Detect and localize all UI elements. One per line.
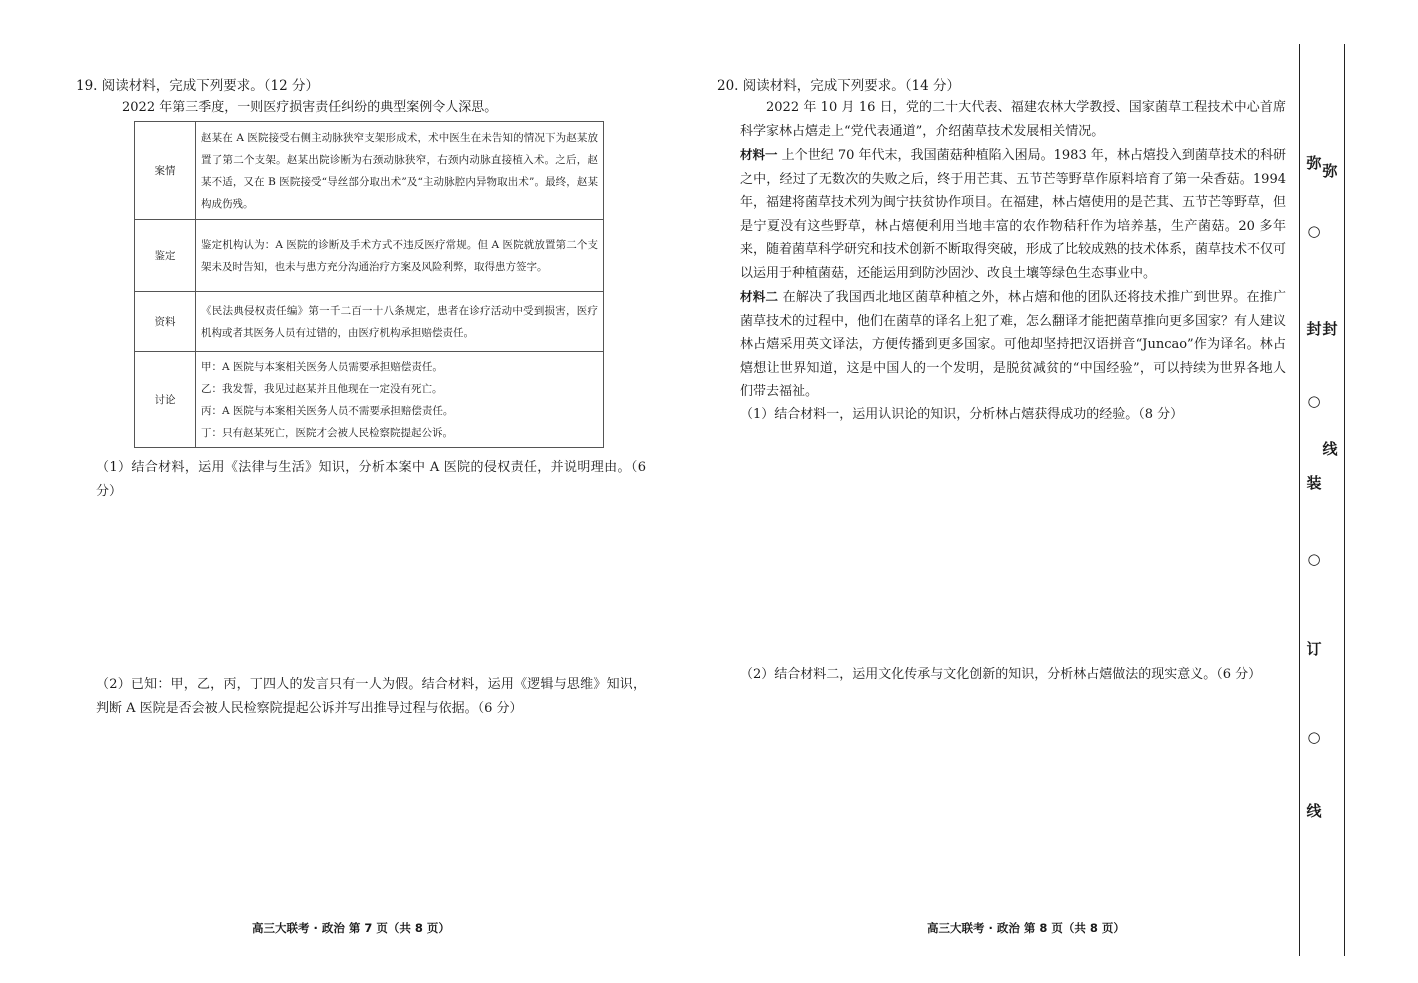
- binding-char: 弥: [1322, 162, 1338, 180]
- table-row: [135, 122, 604, 220]
- row-text: 鉴定机构认为：A 医院的诊断及手术方式不违反医疗常规。但 A 医院就放置第二个支架未及时告知，也未与患方充分沟通治疗方案及风险利弊，取得患方签字。: [196, 220, 604, 292]
- q19-sub1: （1）结合材料，运用《法律与生活》知识，分析本案中 A 医院的侵权责任，并说明理由。（6 分）: [96, 460, 646, 499]
- q19-title: 19. 阅读材料，完成下列要求。（12 分）: [76, 78, 319, 94]
- table-row: [135, 352, 604, 448]
- discussion-line: 丁：只有赵某死亡，医院才会被人民检察院提起公诉。: [201, 426, 453, 439]
- row-text: [196, 352, 604, 448]
- discussion-line: 甲：A 医院与本案相关医务人员需要承担赔偿责任。: [201, 360, 443, 373]
- q20-intro: 2022 年 10 月 16 日，党的二十大代表、福建农林大学教授、国家菌草工程技术中心首席科学家林占熺走上“党代表通道”，介绍菌草技术发展相关情况。: [740, 100, 1286, 139]
- material-1-label: 材料一: [740, 147, 778, 162]
- footer-left: 高三大联考 · 政治 第 7 页（共 8 页）: [252, 921, 450, 935]
- binding-char: 装: [1306, 474, 1322, 492]
- q19-intro: 2022 年第三季度，一则医疗损害责任纠纷的典型案例令人深思。: [122, 100, 498, 115]
- row-label: 案情: [135, 122, 196, 220]
- binding-char: 线: [1322, 440, 1338, 458]
- q20-title: 20. 阅读材料，完成下列要求。（14 分）: [717, 78, 960, 94]
- footer-right: 高三大联考 · 政治 第 8 页（共 8 页）: [927, 921, 1125, 935]
- table-row: [135, 220, 604, 292]
- material-1-text: 上个世纪 70 年代末，我国菌菇种植陷入困局。1983 年，林占熺投入到菌草技术的科研之中，经过了无数次的失败之后，终于用芒萁、五节芒等野草作原料培育了第一朵香菇。1994 年，福建将菌草技术列为闽宁扶贫协作项目。在福建，林占熺使用的是芒萁、五节芒等野草，但是宁夏没有这些野草，林占熺便利用当地丰富的农作物秸秆作为培养基，生产菌菇。20 多年来，随着菌草科学研究和技术创新不断取得突破，形成了比较成熟的技术体系，菌草技术不仅可以运用于种植菌菇，还能运用到防沙固沙、改良土壤等绿色生态事业中。: [740, 148, 1287, 281]
- binding-char: ○: [1307, 392, 1321, 410]
- discussion-line: 乙：我发誓，我见过赵某并且他现在一定没有死亡。: [201, 382, 443, 395]
- discussion-line: 丙：A 医院与本案相关医务人员不需要承担赔偿责任。: [201, 404, 454, 417]
- row-label: 资料: [135, 292, 196, 352]
- material-2-label: 材料二: [740, 289, 779, 304]
- binding-char: 弥: [1306, 154, 1322, 172]
- q20-sub2: （2）结合材料二，运用文化传承与文化创新的知识，分析林占熺做法的现实意义。（6 分）: [740, 667, 1262, 682]
- binding-char: 封: [1306, 320, 1322, 338]
- table-row: [135, 292, 604, 352]
- binding-char: 订: [1306, 640, 1322, 658]
- binding-char: ○: [1307, 222, 1321, 240]
- q20-sub1: （1）结合材料一，运用认识论的知识，分析林占熺获得成功的经验。（8 分）: [740, 407, 1184, 422]
- row-label: 鉴定: [135, 220, 196, 292]
- q20-material-2: [740, 285, 1286, 404]
- row-label: 讨论: [135, 352, 196, 448]
- q19-case-table: [134, 121, 604, 448]
- binding-char: ○: [1307, 728, 1321, 746]
- binding-char: 封: [1322, 320, 1338, 338]
- binding-line-right: [1344, 44, 1345, 956]
- binding-char: 线: [1306, 802, 1322, 820]
- row-text: 赵某在 A 医院接受右侧主动脉狭窄支架形成术，术中医生在未告知的情况下为赵某放置了第二个支架。赵某出院诊断为右颈动脉狭窄，右颈内动脉直接植入术。之后，赵某不适，又在 B 医院接受“导丝部分取出术”及“主动脉腔内异物取出术”。最终，赵某构成伤残。: [196, 122, 604, 220]
- binding-line-left: [1299, 44, 1300, 956]
- material-2-text: 在解决了我国西北地区菌草种植之外，林占熺和他的团队还将技术推广到世界。在推广菌草技术的过程中，他们在菌草的译名上犯了难，怎么翻译才能把菌草推向更多国家？有人建议林占熺采用英文译法，方便传播到更多国家。可他却坚持把汉语拼音“Juncao”作为译名。林占熺想让世界知道，这是中国人的一个发明，是脱贫减贫的“中国经验”，可以持续为世界各地人们带去福祉。: [740, 290, 1287, 399]
- q20-material-1: [740, 143, 1286, 285]
- binding-char: ○: [1307, 550, 1321, 568]
- q19-sub2: （2）已知：甲，乙，丙，丁四人的发言只有一人为假。结合材料，运用《逻辑与思维》知识，判断 A 医院是否会被人民检察院提起公诉并写出推导过程与依据。（6 分）: [96, 677, 646, 716]
- row-text: 《民法典侵权责任编》第一千二百一十八条规定，患者在诊疗活动中受到损害，医疗机构或者其医务人员有过错的，由医疗机构承担赔偿责任。: [196, 292, 604, 352]
